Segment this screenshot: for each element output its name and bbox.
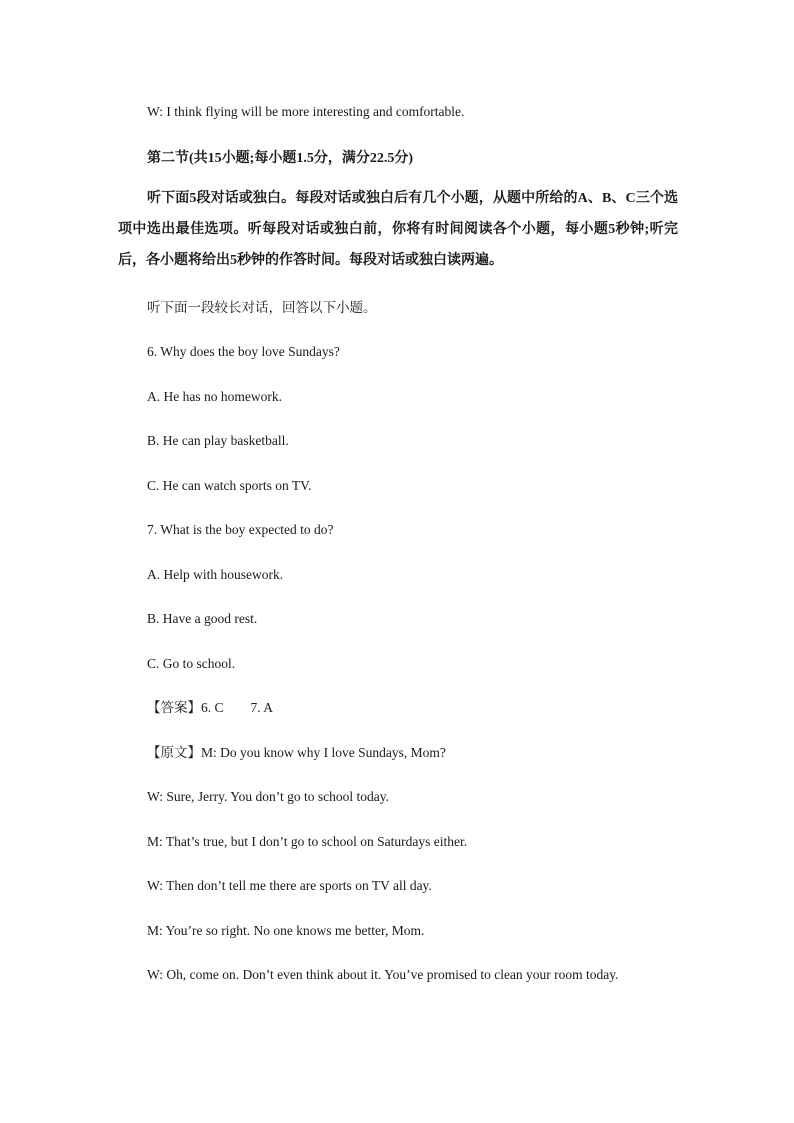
section-instructions: 听下面5段对话或独白。每段对话或独白后有几个小题，从题中所给的A、B、C三个选项中选出最佳选项。听每段对话或独白前，你将有时间阅读各个小题，每小题5秒钟;听完后，各小题将给出5秒钟的作答时间。每段对话或独白读两遍。 [118,191,678,268]
original-text: M: Do you know why I love Sundays, Mom? [201,745,446,760]
question-7: 7. What is the boy expected to do? [147,522,334,537]
question-6: 6. Why does the boy love Sundays? [147,344,340,359]
answer-line [147,699,273,717]
answer-tag: 【答案】 [147,700,201,715]
dialogue-line-flying: W: I think flying will be more interesting and comfortable. [147,104,465,119]
answer-text: 6. C 7. A [201,700,274,715]
question-7-option-b: B. Have a good rest. [147,611,258,626]
question-6-option-a: A. He has no homework. [147,389,282,404]
dialogue-line-3: W: Then don’t tell me there are sports on TV all day. [147,878,432,893]
dialogue-line-4: M: You’re so right. No one knows me better, Mom. [147,923,425,938]
section-title: 第二节(共15小题;每小题1.5分，满分22.5分) [147,151,413,166]
dialogue-line-5: W: Oh, come on. Don’t even think about it. You’ve promised to clean your room today. [147,967,619,982]
dialogue-line-2: M: That’s true, but I don’t go to school on Saturdays either. [147,834,468,849]
passage-intro: 听下面一段较长对话，回答以下小题。 [147,300,377,315]
dialogue-line-1: W: Sure, Jerry. You don’t go to school today. [147,789,389,804]
question-6-option-c: C. He can watch sports on TV. [147,478,312,493]
original-text-line [147,744,446,762]
question-7-option-a: A. Help with housework. [147,567,284,582]
original-tag: 【原文】 [147,745,201,760]
question-7-option-c: C. Go to school. [147,656,236,671]
question-6-option-b: B. He can play basketball. [147,433,289,448]
